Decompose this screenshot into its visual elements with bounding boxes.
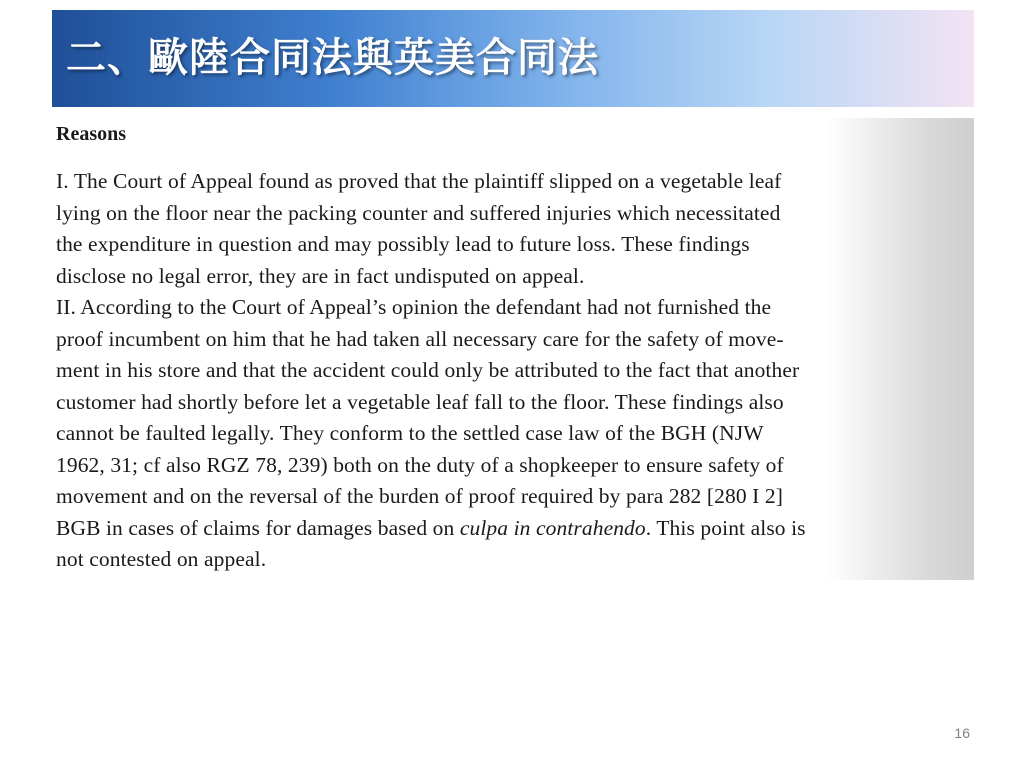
document-line <box>56 324 964 356</box>
line-text: movement and on the reversal of the burden of proof required by para 282 [280 I 2] <box>56 484 784 508</box>
document-line <box>56 229 964 261</box>
document-line <box>56 544 964 576</box>
document-line <box>56 355 964 387</box>
document-line <box>56 450 964 482</box>
document-line <box>56 513 964 545</box>
title-banner <box>52 10 974 107</box>
document-line <box>56 418 964 450</box>
slide-title: 二、歐陸合同法與英美合同法 <box>66 35 599 81</box>
line-text: I. The Court of Appeal found as proved that the plaintiff slipped on a vegetable leaf <box>56 169 782 193</box>
line-text: proof incumbent on him that he had taken all necessary care for the safety of move- <box>56 326 784 351</box>
line-text: II. According to the Court of Appeal’s opinion the defendant had not furnished the <box>56 295 772 319</box>
line-text: disclose no legal error, they are in fact undisputed on appeal. <box>56 263 585 288</box>
line-text: not contested on appeal. <box>56 547 267 571</box>
document-line <box>56 261 964 293</box>
page-number: 16 <box>954 725 970 741</box>
document-line <box>56 198 964 230</box>
line-text: lying on the floor near the packing counter and suffered injuries which necessitated <box>56 200 781 225</box>
document-body <box>56 166 964 576</box>
line-text: customer had shortly before let a vegetable leaf fall to the floor. These findings also <box>56 389 784 414</box>
document-line <box>56 481 964 513</box>
document-line <box>56 292 964 324</box>
scanned-document-image <box>52 118 974 580</box>
line-italic-text: culpa in contrahendo <box>459 515 646 540</box>
line-text: the expenditure in question and may possibly lead to future loss. These findings <box>56 232 750 256</box>
document-line <box>56 387 964 419</box>
document-line <box>56 166 964 198</box>
line-text-continued: . This point also is <box>645 515 806 540</box>
line-text: BGB in cases of claims for damages based on <box>56 515 460 540</box>
document-text <box>56 118 964 576</box>
line-text: ment in his store and that the accident could only be attributed to the fact that another <box>56 358 800 382</box>
line-text: 1962, 31; cf also RGZ 78, 239) both on the duty of a shopkeeper to ensure safety of <box>56 452 784 477</box>
line-text: cannot be faulted legally. They conform to the settled case law of the BGH (NJW <box>56 421 764 445</box>
document-heading: Reasons <box>56 123 127 145</box>
